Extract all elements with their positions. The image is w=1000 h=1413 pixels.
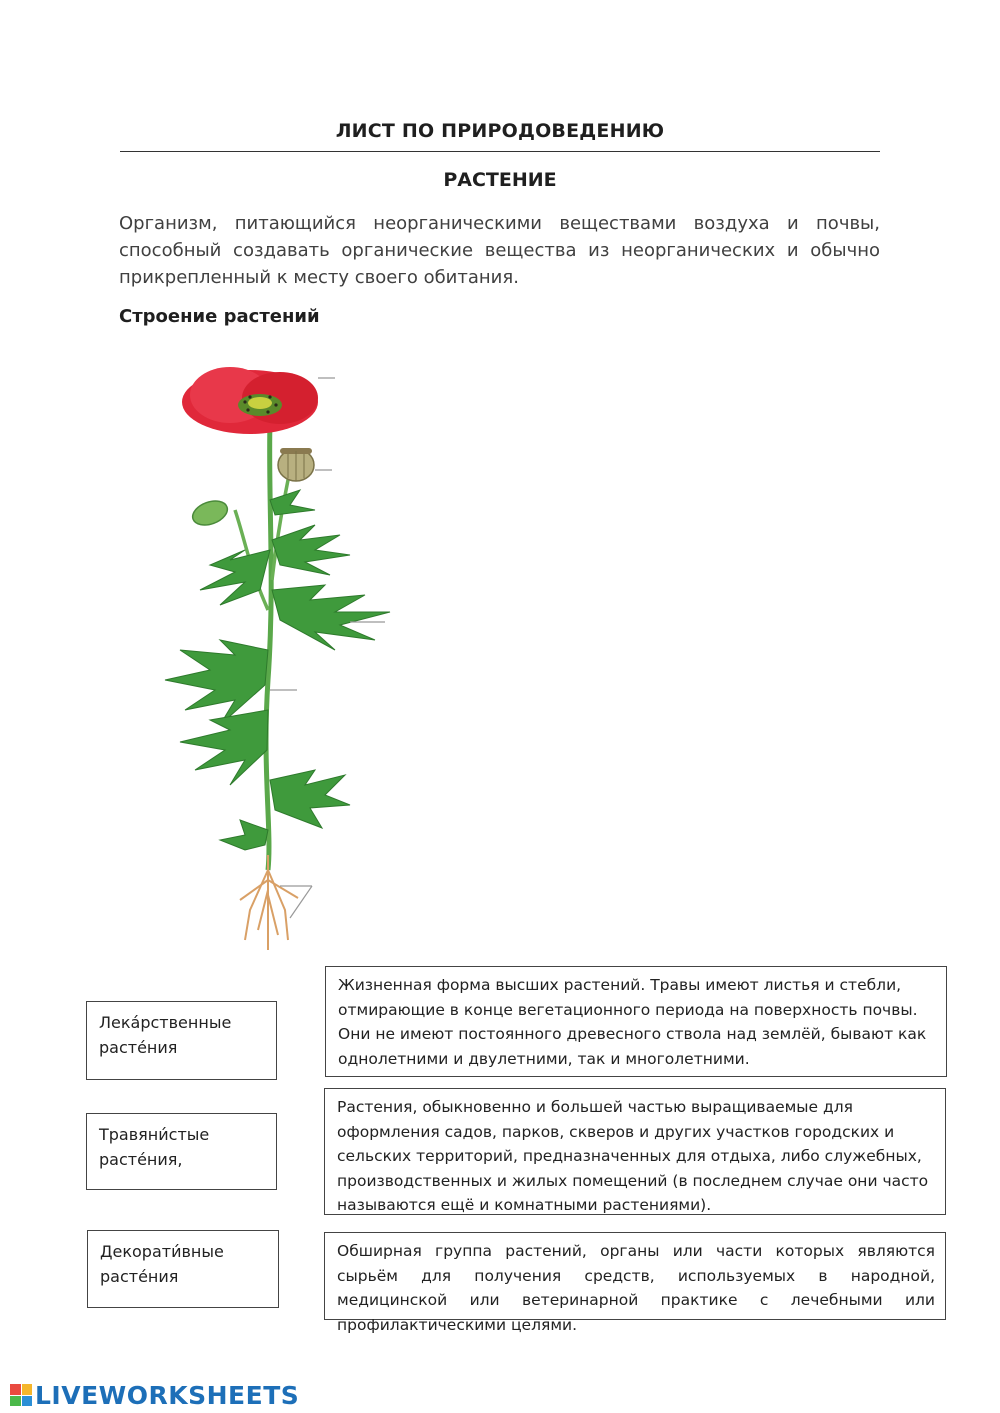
term-box-medicinal[interactable]: [86, 1001, 277, 1080]
term-line: расте́ния,: [99, 1150, 183, 1169]
term-box-herbaceous[interactable]: [86, 1113, 277, 1190]
logo-text: LIVEWORKSHEETS: [35, 1380, 300, 1410]
page-title: ЛИСТ ПО ПРИРОДОВЕДЕНИЮ: [335, 120, 665, 142]
term-line: расте́ния: [99, 1038, 178, 1057]
liveworksheets-logo[interactable]: [10, 1380, 299, 1410]
leaf: [270, 490, 315, 515]
leaf: [270, 770, 350, 828]
term-line: Лека́рственные: [99, 1013, 232, 1032]
poppy-flower: [182, 367, 318, 434]
leaf: [200, 550, 270, 605]
description-box-medicinal[interactable]: Обширная группа растений, органы или части которых являются сырьём для получения средств, используемых в народной, медицинской или ветеринарной практике с лечебными или профилактическими целями.: [324, 1232, 946, 1320]
description-box-ornamental[interactable]: Растения, обыкновенно и большей частью выращиваемые для оформления садов, парков, скверов и других участков городских и сельских территорий, предназначенных для отдыха, либо служебных, производственных и жилых помещений (в последнем случае они часто называются ещё и комнатными растениями).: [324, 1088, 946, 1215]
poppy-capsule: [278, 448, 314, 481]
logo-cube-icon: [10, 1384, 32, 1406]
term-line: Травяни́стые: [99, 1125, 210, 1144]
page-subtitle: РАСТЕНИЕ: [443, 169, 557, 191]
leaf: [272, 585, 390, 650]
title-divider: [120, 151, 880, 152]
main-stem: [266, 420, 271, 870]
poppy-bud: [189, 497, 230, 530]
leaf: [220, 820, 268, 850]
term-box-ornamental[interactable]: [87, 1230, 279, 1308]
leaf: [272, 525, 350, 575]
roots: [240, 855, 298, 950]
term-line: расте́ния: [100, 1267, 179, 1286]
description-box-herbaceous[interactable]: Жизненная форма высших растений. Травы имеют листья и стебли, отмирающие в конце вегетационного периода на поверхность почвы. Они не имеют постоянного древесного ствола над землёй, бывают как однолетними и двулетними, так и многолетними.: [325, 966, 947, 1077]
leaf: [180, 710, 268, 785]
leaf-group: [165, 490, 390, 850]
definition-paragraph: Организм, питающийся неорганическими веществами воздуха и почвы, способный создавать органические вещества из неорганических и обычно прикрепленный к месту своего обитания.: [119, 213, 880, 288]
poppy-plant-illustration: [150, 350, 520, 960]
term-line: Декорати́вные: [100, 1242, 224, 1261]
section-heading: Строение растений: [119, 306, 320, 327]
